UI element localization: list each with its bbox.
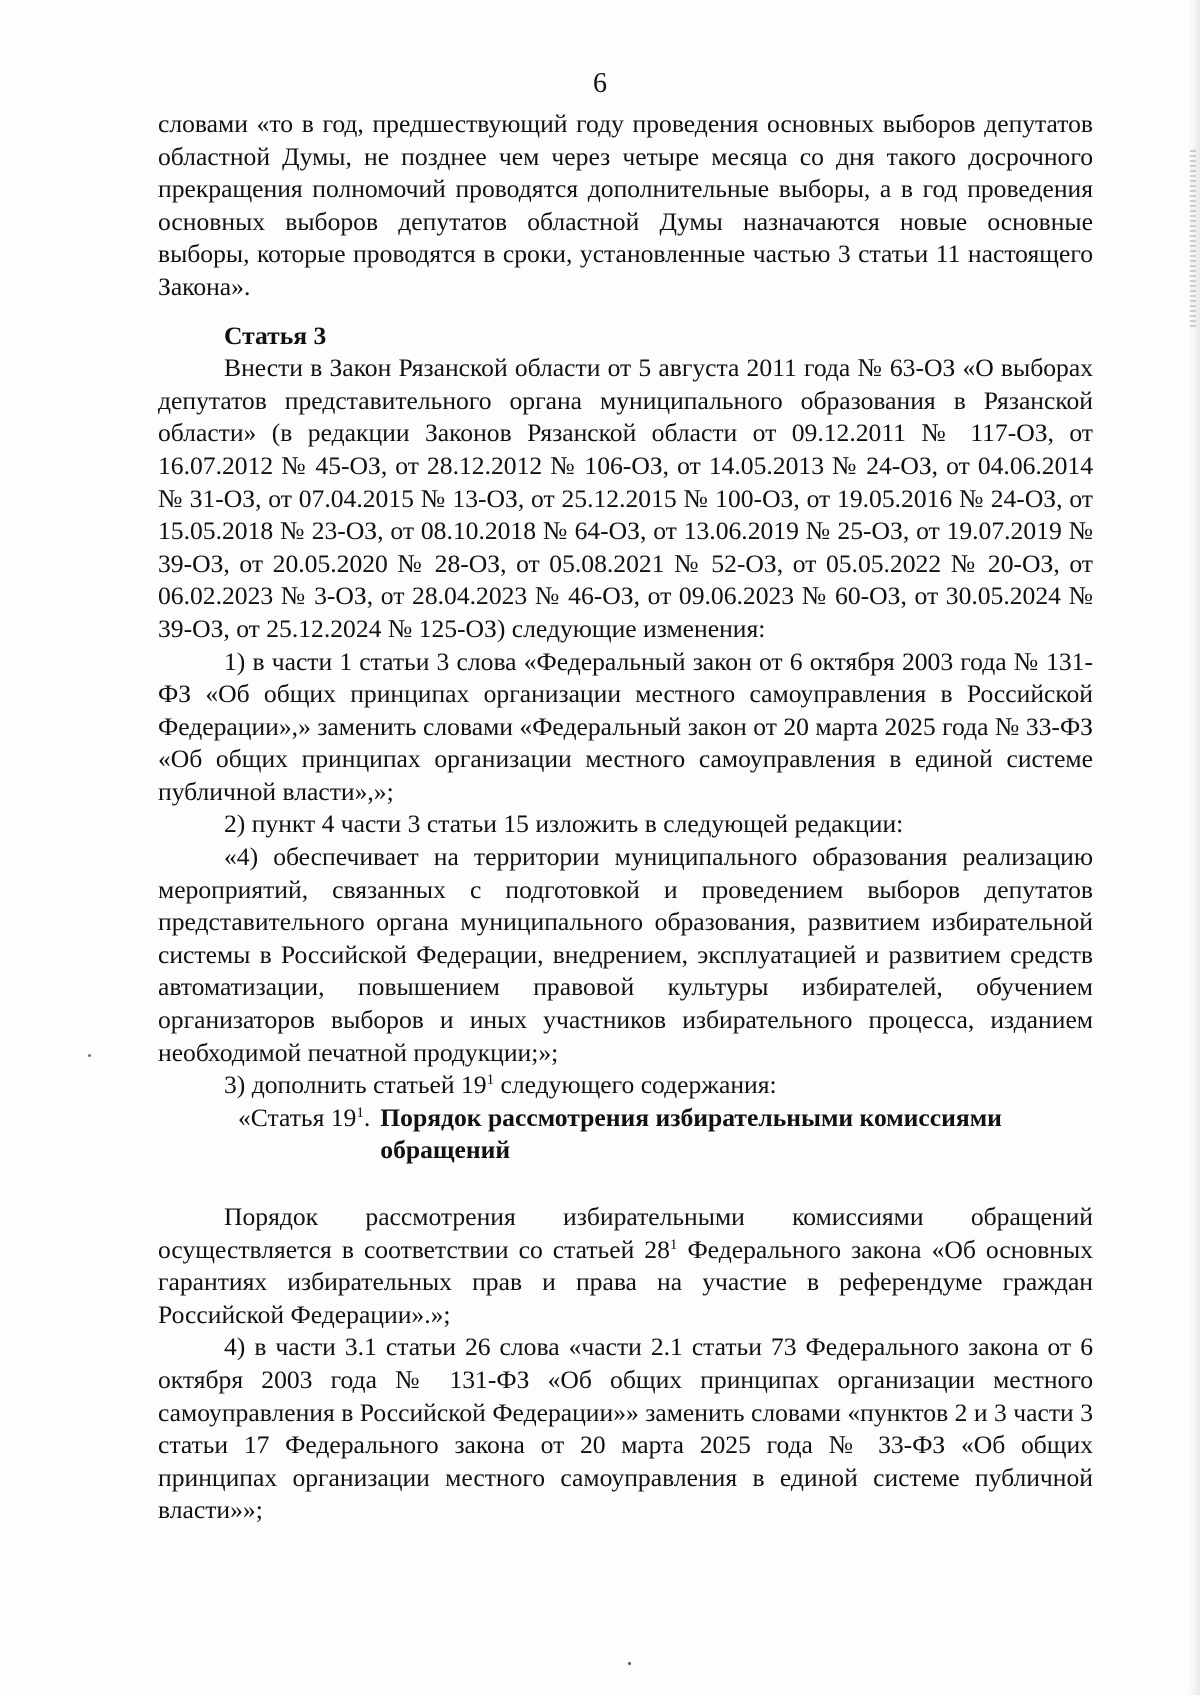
article-heading: Статья 3 [224, 320, 327, 350]
scan-speck-bottom [628, 1662, 631, 1665]
amendment-item-3 [158, 1069, 1093, 1102]
item3-superscript: 1 [486, 1072, 495, 1089]
document-body [158, 108, 1093, 1527]
new-article-title: Порядок рассмотрения избирательными комиссиями обращений [380, 1102, 1002, 1165]
scan-edge-marks [1190, 150, 1196, 330]
new-article-text [158, 1201, 1093, 1331]
new-article-superscript: 1 [356, 1104, 364, 1121]
new-article-text-a: Порядок рассмотрения избирательными комиссиями обращений осуществляется в соответствии со статьей 28 [158, 1202, 1093, 1264]
article-preamble: Внести в Закон Рязанской области от 5 августа 2011 года № 63-ОЗ «О выборах депутатов представительного органа муниципального образования в Рязанской области» (в редакции Законов Рязанской области от 09.12.2011 № 117-ОЗ, от 16.07.2012 № 45-ОЗ, от 28.12.2012 № 106-ОЗ, от 14.05.2013 № 24-ОЗ, от 04.06.2014 № 31-ОЗ, от 07.04.2015 № 13-ОЗ, от 25.12.2015 № 100-ОЗ, от 19.05.2016 № 24-ОЗ, от 15.05.2018 № 23-ОЗ, от 08.10.2018 № 64-ОЗ, от 13.06.2019 № 25-ОЗ, от 19.07.2019 № 39-ОЗ, от 20.05.2020 № 28-ОЗ, от 05.08.2021 № 52-ОЗ, от 05.05.2022 № 20-ОЗ, от 06.02.2023 № 3-ОЗ, от 28.04.2023 № 46-ОЗ, от 09.06.2023 № 60-ОЗ, от 30.05.2024 № 39-ОЗ, от 25.12.2024 № 125-ОЗ) следующие изменения: [158, 353, 1093, 643]
new-article-text-superscript: 1 [669, 1236, 678, 1253]
scan-speck [88, 1054, 91, 1057]
new-article-heading [158, 1102, 1093, 1167]
item3-suffix: следующего содержания: [494, 1070, 777, 1100]
amendment-item-1: 1) в части 1 статьи 3 слова «Федеральный закон от 6 октября 2003 года № 131-ФЗ «Об общих принципах организации местного самоуправления в Российской Федерации»,» заменить словами «Федеральный закон от 20 марта 2025 года № 33-ФЗ «Об общих принципах организации местного самоуправления в единой системе публичной власти»,»; [158, 646, 1093, 806]
page-number: 6 [593, 68, 607, 99]
amendment-item-4: 4) в части 3.1 статьи 26 слова «части 2.1 статьи 73 Федерального закона от 6 октября 2003 года № 131-ФЗ «Об общих принципах организации местного самоуправления в Российской Федерации»» заменить словами «пунктов 2 и 3 части 3 статьи 17 Федерального закона от 20 марта 2025 года № 33-ФЗ «Об общих принципах организации местного самоуправления в единой системе публичной власти»»; [158, 1332, 1093, 1525]
amendment-item-2-text: «4) обеспечивает на территории муниципального образования реализацию мероприятий, связанных с подготовкой и проведением выборов депутатов представительного органа муниципального образования, развитием избирательной системы в Российской Федерации, внедрением, эксплуатацией и развитием средств автоматизации, повышением правовой культуры избирателей, обучением организаторов выборов и иных участников избирательного процесса, изданием необходимой печатной продукции;»; [158, 842, 1093, 1067]
new-article-label [238, 1102, 380, 1135]
intro-paragraph: словами «то в год, предшествующий году проведения основных выборов депутатов областной Думы, не позднее чем через четыре месяца со дня такого досрочного прекращения полномочий проводятся дополнительные выборы, а в год проведения основных выборов депутатов областной Думы назначаются новые основные выборы, которые проводятся в сроки, установленные частью 3 статьи 11 настоящего Закона». [158, 109, 1093, 301]
amendment-item-2: 2) пункт 4 части 3 статьи 15 изложить в следующей редакции: [224, 809, 904, 839]
new-article-prefix: «Статья 19 [238, 1102, 357, 1132]
new-article-text-b: Федерального закона «Об основных гарантиях избирательных прав и права на участие в референдуме граждан Российской Федерации».»; [158, 1234, 1093, 1329]
new-article-dot: . [363, 1102, 371, 1132]
item3-prefix: 3) дополнить статьей 19 [224, 1070, 487, 1100]
